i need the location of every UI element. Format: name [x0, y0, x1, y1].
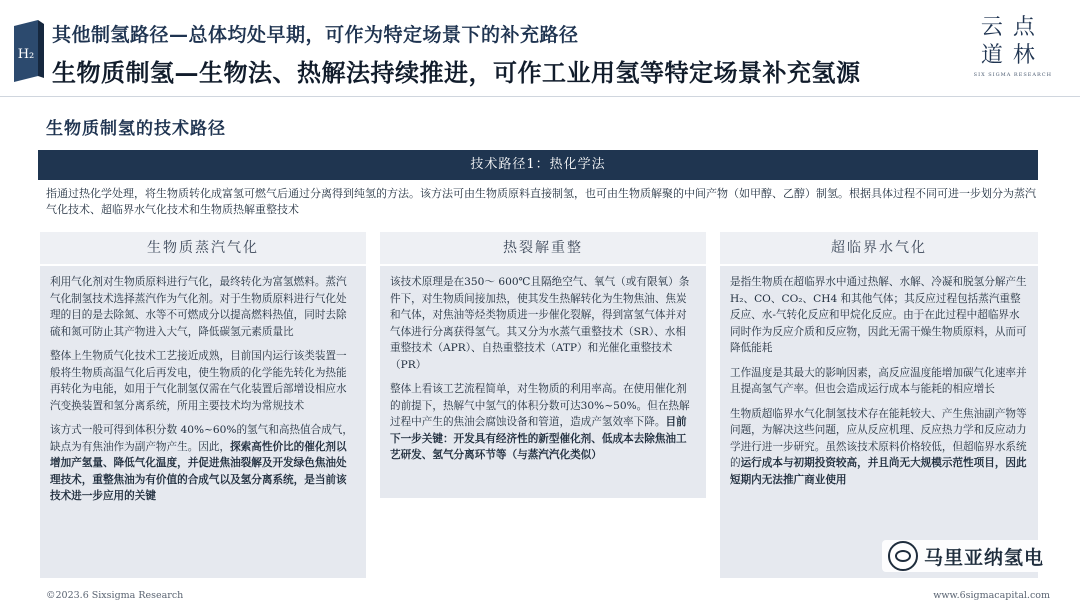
column-title-steam-gasification: 生物质蒸汽气化 [40, 232, 366, 264]
route-bar: 技术路径1：热化学法 [38, 150, 1038, 180]
column-body-steam-gasification [40, 266, 366, 578]
paragraph: 利用气化剂对生物质原料进行气化，最终转化为富氢燃料。蒸汽气化制氢技术选择蒸汽作为气化剂。对于生物质原料进行气化处理的目的是去除氮、水等不可燃成分以提高燃料热值，同时去除硫和氮可防止其产物进入大气，降低碳氢元素质量比 [50, 276, 347, 338]
paragraph [730, 406, 1028, 489]
page-title-line2: 生物质制氢—生物法、热解法持续推进，可作工业用氢等特定场景补充氢源 [52, 58, 861, 87]
header-divider [0, 96, 1080, 97]
page-title-line1: 其他制氢路径—总体均处早期，可作为特定场景下的补充路径 [52, 24, 579, 46]
brand-line2: 道林 [980, 43, 1045, 68]
brand-line1: 云点 [980, 15, 1045, 40]
paragraph: 整体上生物质气化技术工艺接近成熟，目前国内运行该类装置一般将生物质高温气化后再发电，使生物质的化学能先转化为热能再转化为电能，如用于气化制氢仅需在气化装置后部增设相应水汽变换装置和氢分离系统，所用主要技术均为常规技术 [50, 350, 347, 412]
column-title-pyrolysis-reforming: 热裂解重整 [380, 232, 706, 264]
watermark-text: 马里亚纳氢电 [923, 546, 1044, 569]
section-heading: 生物质制氢的技术路径 [46, 119, 226, 139]
paragraph-text: 该方式一般可得到体积分数 40%~60%的氢气和高热值合成气，缺点为有焦油作为副产物产生。因此， [50, 424, 353, 453]
column-body-supercritical-water [720, 266, 1038, 578]
paragraph [50, 422, 356, 505]
paragraph-tail: （与蒸汽汽化类似） [506, 449, 602, 461]
paragraph: 该技术原理是在350～ 600℃且隔绝空气、氧气（或有限氧）条件下，对生物质间接加热，使其发生热解转化为生物焦油、焦炭和气体，对焦油等烃类物质进一步催化裂解，得到富氢气体并对气体进行分离获得氢气。其又分为水蒸气重整技术（SR）、水相重整技术（APR）、自热重整技术（ATP）和光催化重整技术（PR） [390, 276, 690, 371]
brand-subtitle: SIX SIGMA RESEARCH [973, 72, 1052, 78]
brand-logo [974, 14, 1052, 78]
paragraph-highlight: 目前下一步关键：开发具有经济性的新型催化剂、低成本去除焦油工艺研发、氢气分离环节等 [390, 416, 687, 461]
paragraph-text: 整体上看该工艺流程简单，对生物质的利用率高。在使用催化剂的前提下，热解气中氢气的体积分数可达30%~50%。但在热解过程中产生的焦油会腐蚀设备和管道，造成产氢效率下降。 [390, 383, 690, 428]
wechat-icon [888, 541, 918, 571]
paragraph-text: 生物质超临界水气化制氢技术存在能耗较大、产生焦油副产物等问题，为解决这些问题，应从反应机理、反应热力学和反应动力学进行进一步研究。虽然该技术原料价格较低，但超临界水系统的 [730, 407, 1027, 469]
paragraph-highlight: 探索高性价比的催化剂以增加产氢量、降低气化温度，并促进焦油裂解及开发绿色焦油处理技术，重整焦油为有价值的合成气以及氢分离系统，是当前该技术进一步应用的关键 [50, 440, 347, 502]
website-link[interactable]: www.6sigmacapital.com [933, 590, 1050, 601]
paragraph: 工作温度是其最大的影响因素，高反应温度能增加碳气化速率并且提高氢气产率。但也会造成运行成本与能耗的相应增长 [730, 366, 1027, 395]
column-title-supercritical-water: 超临界水气化 [720, 232, 1038, 264]
hydrogen-logo [8, 18, 46, 84]
intro-text: 指通过热化学处理，将生物质转化成富氢可燃气后通过分离得到纯氢的方法。该方法可由生物质原料直接制氢，也可由生物质解聚的中间产物（如甲醇、乙醇）制氢。根据具体过程不同可进一步划分为蒸汽气化技术、超临界水气化技术和生物质热解重整技术 [46, 187, 1036, 216]
logo-letters: H₂ [17, 47, 35, 62]
copyright: ©2023.6 Sixsigma Research [46, 590, 184, 601]
paragraph [390, 381, 696, 464]
wechat-watermark [882, 540, 1050, 572]
paragraph-highlight: 运行成本与初期投资较高，并且尚无大规模示范性项目，因此短期内无法推广商业使用 [730, 457, 1027, 486]
paragraph: 是指生物质在超临界水中通过热解、水解、冷凝和脱氢分解产生 H₂、CO、CO₂、CH4 和其他气体；其反应过程包括蒸汽重整反应、水-气转化反应和甲烷化反应。由于在此过程中超临界水同时作为反应介质和反应物，因此无需干燥生物质原料，从而可降低能耗 [730, 276, 1027, 354]
column-body-pyrolysis-reforming [380, 266, 706, 498]
